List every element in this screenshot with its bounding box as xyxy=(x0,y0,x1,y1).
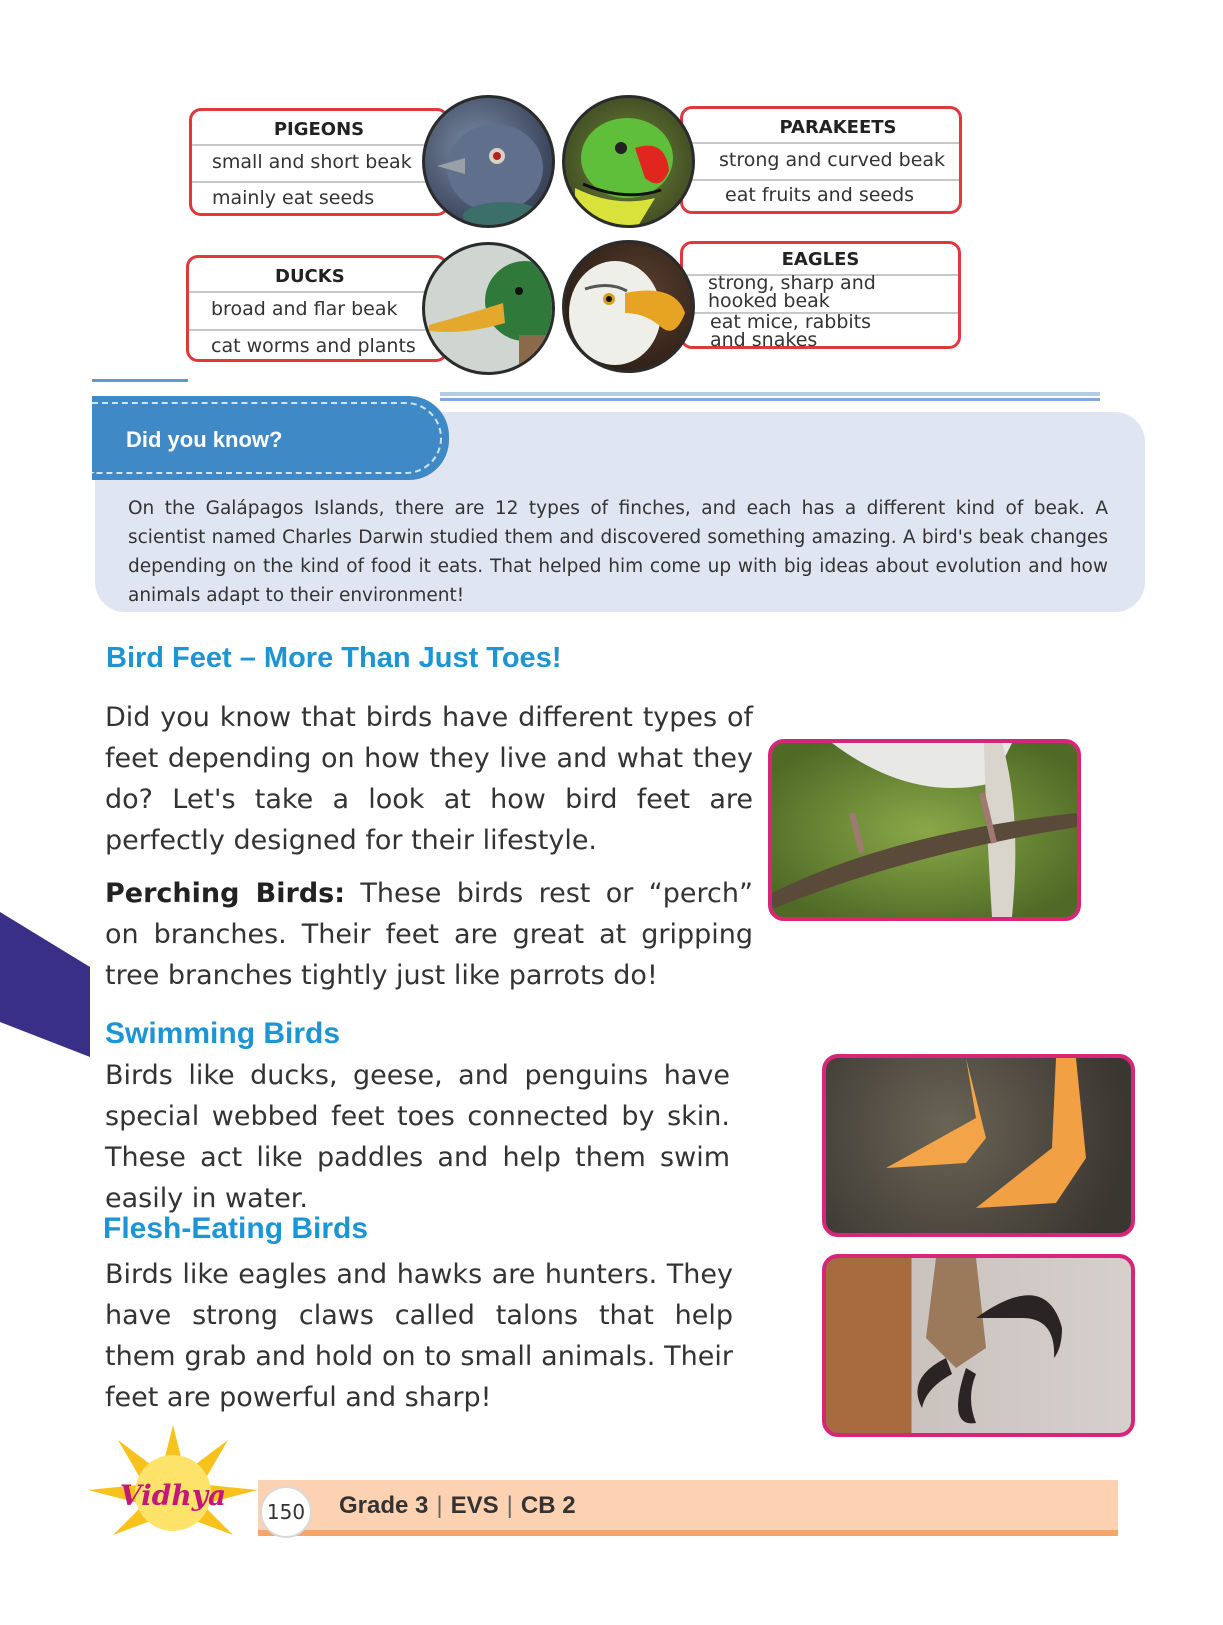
ducks-beak-text: broad and flar beak xyxy=(211,298,398,320)
footer-subject: EVS xyxy=(450,1492,499,1519)
dyk-top-line xyxy=(92,379,188,382)
footer-underline xyxy=(258,1530,1118,1536)
flesh-eating-birds-text: Birds like eagles and hawks are hunters. They have strong claws called talons that help them grab and hold on to small animals. Their feet are powerful and sharp! xyxy=(105,1259,733,1413)
eagles-card xyxy=(680,241,961,349)
vidhya-logo xyxy=(88,1425,258,1550)
side-tab-decoration xyxy=(0,912,90,1062)
pigeon-photo xyxy=(422,95,555,228)
pigeons-card xyxy=(189,108,449,216)
swimming-birds-text: Birds like ducks, geese, and penguins have special webbed feet toes connected by skin. These act like paddles and help them swim easily in water. xyxy=(105,1060,730,1214)
perching-bird-photo xyxy=(768,739,1081,921)
did-you-know-text: On the Galápagos Islands, there are 12 types of finches, and each has a different kind of beak. A scientist named Charles Darwin studied them and discovered something amazing. A bird's beak changes depending on the kind of food it eats. That helped him come up with big ideas about evolution and how animals adapt to their environment! xyxy=(128,498,1108,606)
eagles-food-line-2: and snakes xyxy=(710,329,818,351)
bird-feet-heading: Bird Feet – More Than Just Toes! xyxy=(106,642,562,674)
bird-feet-intro: Did you know that birds have different types of feet depending on how they live and what they do? Let's take a look at how bird feet are perfectly designed for their lifestyle. xyxy=(105,702,753,856)
flesh-eating-birds-heading: Flesh-Eating Birds xyxy=(103,1212,369,1245)
ducks-food-text: cat worms and plants xyxy=(211,335,416,357)
eagles-title: EAGLES xyxy=(781,249,860,270)
vidhya-logo-text: Vidhya xyxy=(119,1479,227,1512)
perching-birds-paragraph xyxy=(105,873,753,996)
parakeets-beak-text: strong and curved beak xyxy=(719,149,946,171)
dyk-header-line-2 xyxy=(440,398,1100,401)
page-number: 150 xyxy=(260,1486,312,1538)
footer-course-info xyxy=(339,1492,576,1520)
pigeons-beak-text: small and short beak xyxy=(212,151,412,173)
talons-photo xyxy=(822,1254,1135,1437)
parakeet-photo xyxy=(562,95,695,228)
footer-book: CB 2 xyxy=(520,1492,576,1519)
parakeets-card xyxy=(680,106,962,214)
webbed-feet-photo xyxy=(822,1054,1135,1237)
eagles-food-line-1: eat mice, rabbits xyxy=(710,311,872,333)
duck-photo xyxy=(422,242,555,375)
swimming-birds-heading: Swimming Birds xyxy=(105,1017,341,1050)
did-you-know-title: Did you know? xyxy=(126,427,283,452)
footer-separator-2: | xyxy=(506,1492,513,1519)
pigeons-food-text: mainly eat seeds xyxy=(212,187,375,209)
pigeons-title: PIGEONS xyxy=(273,119,365,140)
footer-separator-1: | xyxy=(436,1492,443,1519)
parakeets-title: PARAKEETS xyxy=(779,117,897,138)
parakeets-food-text: eat fruits and seeds xyxy=(725,184,915,206)
eagles-beak-line-1: strong, sharp and xyxy=(708,272,876,294)
footer-grade: Grade 3 xyxy=(339,1492,429,1519)
eagles-beak-text xyxy=(708,274,876,310)
perching-birds-label: Perching Birds: xyxy=(105,878,346,909)
ducks-title: DUCKS xyxy=(275,266,345,287)
eagle-photo xyxy=(562,240,695,373)
eagles-beak-line-2: hooked beak xyxy=(708,290,830,312)
eagles-food-text xyxy=(710,313,871,349)
ducks-card xyxy=(186,255,448,362)
dyk-header-line xyxy=(440,392,1100,396)
perching-birds-text: These birds rest or “perch” on branches. Their feet are great at gripping tree branches tightly just like parrots do! xyxy=(105,878,753,991)
